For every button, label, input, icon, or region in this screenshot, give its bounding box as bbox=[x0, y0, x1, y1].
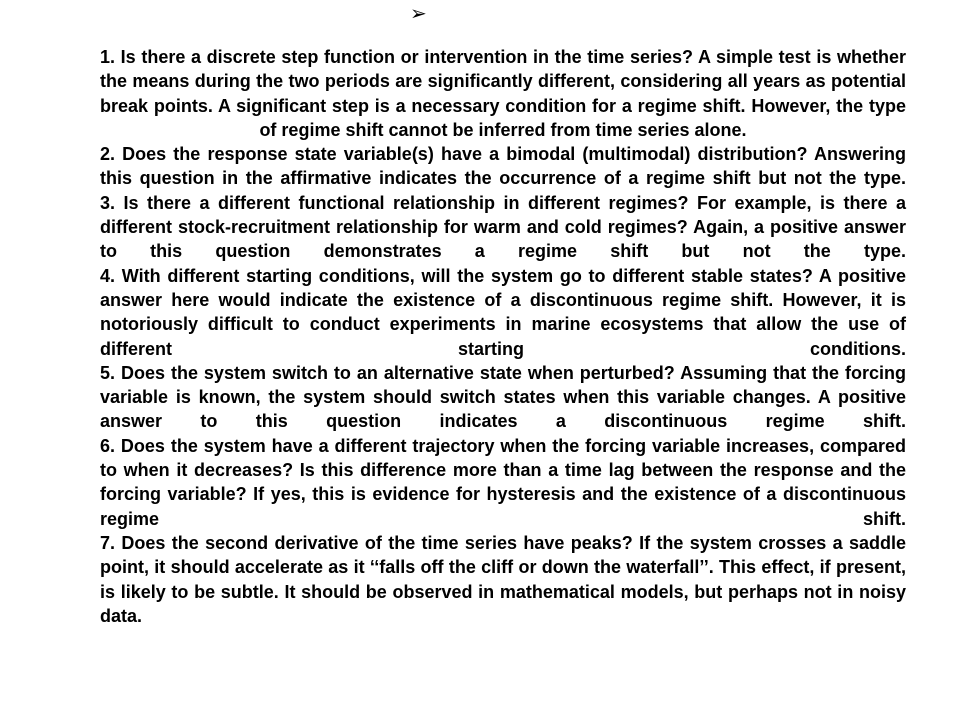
question-5: 5. Does the system switch to an alternative state when perturbed? Assuming that the forcing variable is known, the system should switch states when this variable changes. A positive answer to this question indicates a discontinuous regime shift. bbox=[100, 362, 906, 432]
arrow-bullet-icon: ➢ bbox=[410, 1, 427, 25]
question-1: 1. Is there a discrete step function or intervention in the time series? A simple test is whether the means during the two periods are significantly different, considering all years as potential break points. A significant step is a necessary condition for a regime shift. However, the type of regime shift cannot be inferred from time series alone. bbox=[100, 47, 906, 140]
question-list bbox=[100, 45, 906, 628]
question-2: 2. Does the response state variable(s) have a bimodal (multimodal) distribution? Answering this question in the affirmative indicates the occurrence of a regime shift but not the type. bbox=[100, 144, 906, 189]
question-6: 6. Does the system have a different trajectory when the forcing variable increases, compared to when it decreases? Is this difference more than a time lag between the response and the forcing variable? If yes, this is evidence for hysteresis and the existence of a discontinuous regime shift. bbox=[100, 435, 906, 529]
question-7: 7. Does the second derivative of the time series have peaks? If the system crosses a saddle point, it should accelerate as it ‘‘falls off the cliff or down the waterfall’’. This effect, if present, is likely to be subtle. It should be observed in mathematical models, but perhaps not in noisy data. bbox=[100, 532, 906, 626]
question-3: 3. Is there a different functional relationship in different regimes? For example, is there a different stock-recruitment relationship for warm and cold regimes? Again, a positive answer to this question demonstrates a regime shift but not the type. bbox=[100, 192, 906, 262]
question-4: 4. With different starting conditions, will the system go to different stable states? A positive answer here would indicate the existence of a discontinuous regime shift. However, it is notoriously difficult to conduct experiments in marine ecosystems that allow the use of different starting conditions. bbox=[100, 265, 906, 359]
